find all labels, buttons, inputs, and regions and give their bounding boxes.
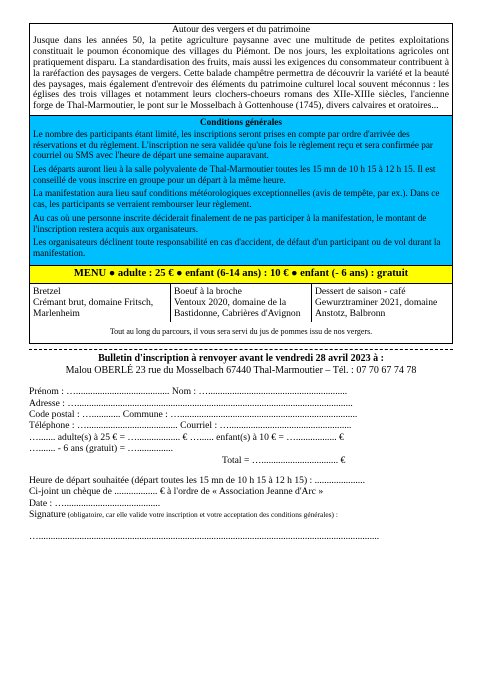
info-frame [29, 23, 453, 344]
conditions-title: Conditions générales [200, 117, 282, 128]
form-title: Bulletin d'inscription à renvoyer avant le vendredi 28 avril 2023 à : [98, 353, 384, 365]
intro-body: Jusque dans les années 50, la petite agriculture paysanne avec une multitude de petites exploitations constituait le poumon économique des villages du Piémont. De nos jours, les exploitations agricoles ont pratiquement disparu. La standardisation des fruits, mais aussi les exigences du consommateur contribuent à la raréfaction des paysages de vergers. Cette balade champêtre permettra de découvrir la variété et la beauté des paysages, mais également d'entrevoir des éléments du patrimoine culturel local souvent méconnus : les églises des trois villages et notamment leurs clochers-choeurs romans des XIIe-XIIIe siècles, l'ancienne forge de Thal-Marmoutier, le pont sur le Mosselbach à Gottenhouse (1745), divers calvaires et oratoires... [33, 34, 449, 112]
field-heure-depart[interactable]: Heure de départ souhaitée (départ toutes les 15 mn de 10 h 15 à 12 h 15) : ..................... [29, 474, 365, 486]
conditions-paragraph: Les organisateurs déclinent toute responsabilité en cas d'accident, de défaut d'un participant ou de vol durant la manifestation. [33, 237, 441, 258]
field-moins-6-ans[interactable]: …....... - 6 ans (gratuit) = …............... [29, 443, 173, 455]
menu-title: MENU ● adulte : 25 € ● enfant (6-14 ans) : 10 € ● enfant (- 6 ans) : gratuit [30, 265, 452, 283]
form-address: Malou OBERLÉ 23 rue du Mosselbach 67440 Thal-Marmoutier – Tél. : 07 70 67 74 78 [65, 364, 417, 376]
flyer-page [29, 23, 453, 542]
field-prenom-nom[interactable]: Prénom : …....................................... Nom : ….......................................................... [29, 386, 348, 398]
registration-form [29, 350, 453, 542]
field-code-commune[interactable]: Code postal : …............ Commune : ….......................................................................... [29, 408, 358, 420]
menu-dish: Bretzel [33, 285, 61, 297]
menu-dish: Boeuf à la broche [174, 285, 242, 297]
menu-note: Tout au long du parcours, il vous sera servi du jus de pommes issu de nos vergers. [109, 327, 373, 337]
signature-label: Signature [29, 509, 66, 521]
field-date[interactable]: Date : …........................................ [29, 497, 161, 509]
menu-dish: Dessert de saison - café [315, 285, 406, 297]
signature-label-line [29, 509, 453, 520]
menu-column-dessert [311, 284, 452, 323]
menu-wine: Gewurztraminer 2021, domaine Anstotz, Balbronn [315, 296, 438, 320]
field-signature[interactable]: ….............................................................................................................................................. [29, 530, 380, 542]
conditions-paragraph: Le nombre des participants étant limité, les inscriptions seront prises en compte par ordre d'arrivée des réservations et du règlement. L'inscription ne sera validée qu'une fois le règlement reçu et sera confirmée par courriel ou SMS avec l'heure de départ une semaine auparavant. [33, 128, 433, 161]
field-adresse[interactable]: Adresse : …................................................................................................................... [29, 397, 353, 409]
conditions-paragraph: Les départs auront lieu à la salle polyvalente de Thal-Marmoutier toutes les 15 mn de 10 h 15 à 12 h 15. Il est conseillé de vous inscrire en groupe pour un départ à la même heure. [33, 164, 436, 185]
intro-section [30, 24, 452, 115]
signature-note: (obligatoire, car elle valide votre inscription et votre acceptation des conditions générales) : [65, 510, 338, 520]
field-cheque[interactable]: Ci-joint un chèque de .................. € à l'ordre de « Association Jeanne d'Arc » [29, 486, 324, 498]
field-total[interactable]: Total = …................................ € [222, 454, 346, 466]
menu-wine: Crémant brut, domaine Fritsch, Marlenheim [33, 296, 154, 320]
field-adultes-enfants[interactable]: …....... adulte(s) à 25 € = ….................. € …...... enfant(s) à 10 € = …................. € [29, 431, 344, 443]
field-telephone-courriel[interactable]: Téléphone : …...................................... Courriel : …................................................... [29, 420, 352, 432]
menu-column-main [170, 284, 311, 323]
conditions-section [30, 115, 452, 264]
menu-wine: Ventoux 2020, domaine de la Bastidonne, Cabrières d'Avignon [174, 296, 301, 320]
conditions-paragraph: La manifestation aura lieu sauf conditions météorologiques exceptionnelles (avis de tempête, par ex.). Dans ce cas, les participants se verraient rembourser leur règlement. [33, 188, 440, 210]
intro-title: Autour des vergers et du patrimoine [171, 24, 311, 35]
menu-grid [30, 283, 452, 323]
conditions-paragraph: Au cas où une personne inscrite déciderait finalement de ne pas participer à la manifestation, le montant de l'inscription restera acquis aux organisateurs. [33, 212, 427, 234]
menu-column-starter [30, 284, 170, 323]
